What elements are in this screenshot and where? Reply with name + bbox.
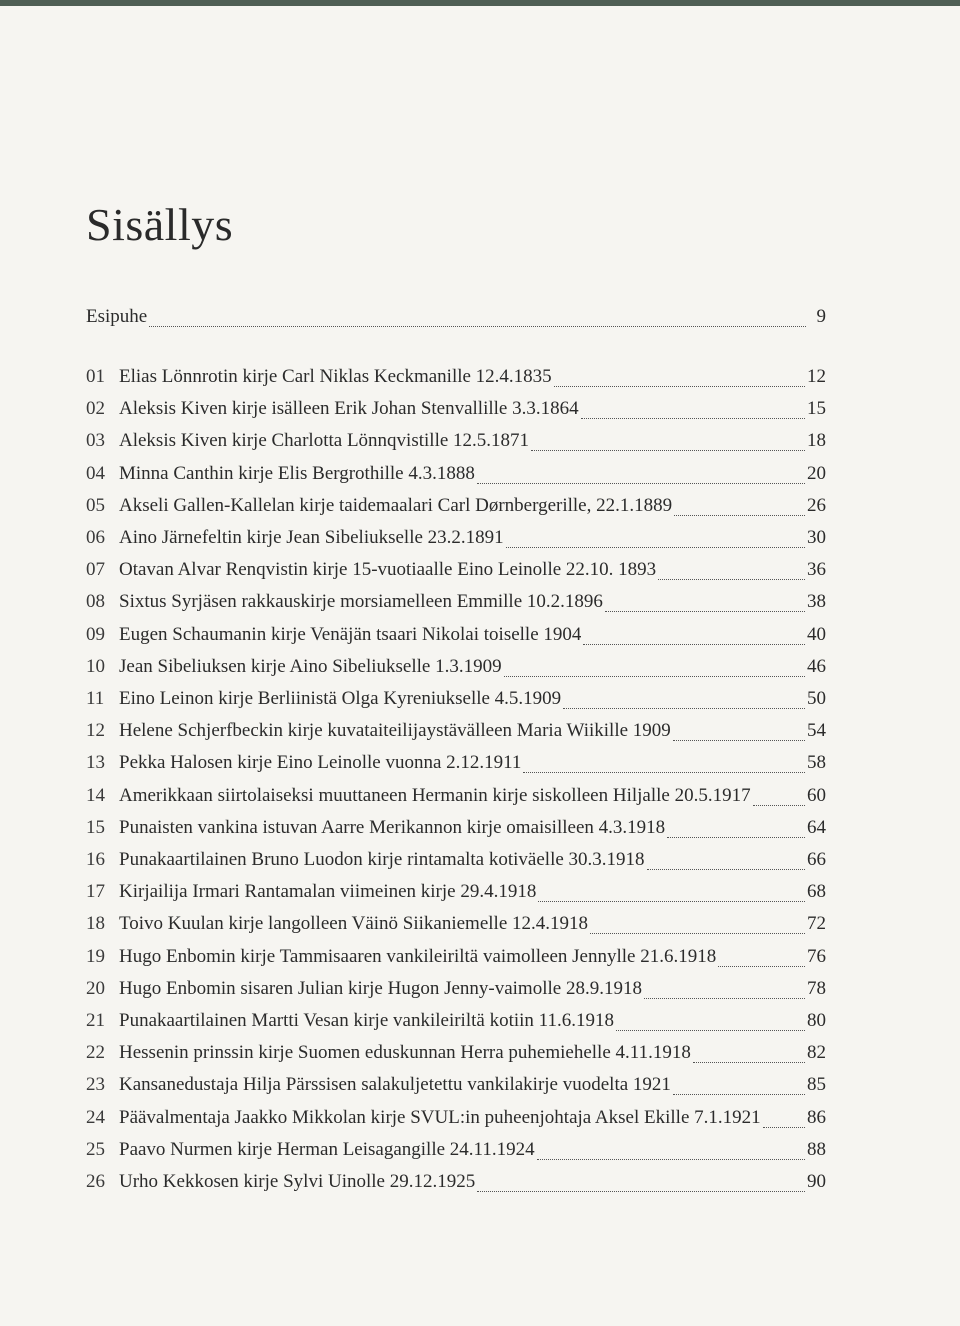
toc-entry-number: 14 [86,784,105,806]
dot-leader [554,385,805,387]
toc-preface-entry [86,306,826,336]
toc-entry [86,913,826,943]
toc-entry-title: Eino Leinon kirje Berliinistä Olga Kyreniukselle 4.5.1909 [119,688,562,709]
toc-entry-title: Kirjailija Irmari Rantamalan viimeinen kirje 29.4.1918 [119,881,537,903]
toc-entry-page: 54 [807,720,826,742]
toc-entry-title: Kansanedustaja Hilja Pärssisen salakuljetettu vankilakirje vuodelta 1921 [119,1074,671,1096]
toc-entry-page: 78 [807,977,826,999]
toc-entry-page: 12 [807,366,826,387]
toc-entry-page: 15 [807,398,826,420]
toc-entry-page: 26 [807,494,826,516]
toc-entry-page: 60 [807,784,826,806]
toc-entry-page: 46 [807,655,826,677]
dot-leader [693,1061,805,1063]
toc-entry [86,527,826,557]
toc-entry-number: 13 [86,752,105,774]
dot-leader [658,578,805,580]
toc-entry-title: Sixtus Syrjäsen rakkauskirje morsiamelleen Emmille 10.2.1896 [119,591,603,613]
toc-entry-number: 22 [86,1042,105,1064]
toc-entry-page: 88 [807,1138,826,1160]
toc-entry [86,366,826,396]
dot-leader [753,804,805,806]
toc-entry-title: Paavo Nurmen kirje Herman Leisagangille 24.11.1924 [119,1138,535,1160]
toc-entry-page: 40 [807,623,826,645]
dot-leader [763,1126,805,1128]
dot-leader [647,868,805,870]
dot-leader [538,900,805,902]
toc-entry-number: 07 [86,559,105,581]
toc-entry-title: Punakaartilainen Bruno Luodon kirje rintamalta kotiväelle 30.3.1918 [119,849,645,870]
toc-entry-title: Akseli Gallen-Kallelan kirje taidemaalari Carl Dørnbergerille, 22.1.1889 [119,494,673,516]
toc-entry-page: 90 [807,1171,826,1192]
dot-leader [506,546,805,548]
toc-entry-title: Urho Kekkosen kirje Sylvi Uinolle 29.12.1925 [119,1171,476,1192]
toc-entry-title: Jean Sibeliuksen kirje Aino Sibeliukselle 1.3.1909 [119,655,502,677]
toc-entry [86,463,826,493]
toc-entry [86,881,826,911]
toc-entry-number: 26 [86,1171,105,1192]
toc-entry-title: Amerikkaan siirtolaiseksi muuttaneen Hermanin kirje siskolleen Hiljalle 20.5.1917 [119,784,751,806]
toc-entry-title: Toivo Kuulan kirje langolleen Väinö Siikaniemelle 12.4.1918 [119,913,589,935]
book-page [0,6,960,1326]
dot-leader [590,932,805,934]
toc-entry-page: 68 [807,881,826,903]
toc-entry-number: 17 [86,881,105,903]
toc-preface-page: 9 [816,306,826,327]
toc-entry [86,688,826,718]
toc-entry-number: 18 [86,913,105,935]
toc-entry-title: Aleksis Kiven kirje isälleen Erik Johan Stenvallille 3.3.1864 [119,398,579,420]
toc-entry-page: 66 [807,849,826,870]
dot-leader [718,965,805,967]
toc-entry-number: 20 [86,977,105,999]
dot-leader [616,1029,805,1031]
dot-leader [674,514,805,516]
toc-entry-page: 36 [807,559,826,581]
toc-entry-number: 11 [86,688,105,709]
toc-entry [86,817,826,847]
toc-entry-page: 80 [807,1010,826,1031]
dot-leader [644,997,805,999]
dot-leader [531,449,805,451]
toc-entry [86,1042,826,1072]
toc-entry [86,978,826,1008]
toc-entry [86,1171,826,1201]
toc-entry-title: Punakaartilainen Martti Vesan kirje vankileiriltä kotiin 11.6.1918 [119,1010,614,1031]
toc-entry-number: 16 [86,849,105,870]
toc-entry [86,430,826,460]
toc-entry [86,398,826,428]
toc-entry-page: 50 [807,688,826,709]
dot-leader [667,836,805,838]
toc-entry-number: 21 [86,1010,105,1031]
toc-entry [86,591,826,621]
toc-entry-number: 12 [86,720,105,742]
toc-entry-title: Punaisten vankina istuvan Aarre Merikannon kirje omaisilleen 4.3.1918 [119,816,666,838]
toc-entry-page: 86 [807,1106,826,1128]
toc-entry-page: 64 [807,816,826,838]
toc-entry-page: 18 [807,430,826,452]
page-title: Sisällys [86,199,234,250]
dot-leader [581,417,805,419]
toc-entry-title: Minna Canthin kirje Elis Bergrothille 4.3.1888 [119,462,475,484]
toc-entry-number: 04 [86,462,105,484]
toc-preface-label: Esipuhe [86,306,148,327]
toc-entry-title: Päävalmentaja Jaakko Mikkolan kirje SVUL:in puheenjohtaja Aksel Ekille 7.1.1921 [119,1106,761,1128]
toc-entry-number: 23 [86,1074,105,1096]
toc-entry-number: 06 [86,527,105,548]
toc-entry-number: 10 [86,655,105,677]
toc-entry [86,1107,826,1137]
toc-entry-page: 76 [807,945,826,967]
dot-leader [673,739,805,741]
dot-leader [523,771,805,773]
toc-entry-number: 08 [86,591,105,613]
toc-entry [86,656,826,686]
toc-entry-page: 20 [807,462,826,484]
toc-entry [86,495,826,525]
toc-entry-number: 19 [86,945,105,967]
toc-entry-title: Eugen Schaumanin kirje Venäjän tsaari Nikolai toiselle 1904 [119,623,582,645]
toc-entry-page: 82 [807,1042,826,1064]
toc-entry-title: Hessenin prinssin kirje Suomen eduskunnan Herra puhemiehelle 4.11.1918 [119,1042,691,1064]
toc-entry-page: 30 [807,527,826,548]
toc-entry [86,720,826,750]
toc-entry-number: 09 [86,623,105,645]
toc-entry-number: 05 [86,494,105,516]
toc-entry-number: 01 [86,366,105,387]
toc-entry [86,752,826,782]
toc-entry-title: Hugo Enbomin sisaren Julian kirje Hugon Jenny-vaimolle 28.9.1918 [119,977,642,999]
toc-entry-number: 03 [86,430,105,452]
toc-entry-number: 25 [86,1138,105,1160]
toc-entry [86,624,826,654]
toc-entry [86,946,826,976]
toc-entry-number: 15 [86,816,105,838]
toc-entry [86,559,826,589]
toc-entry [86,785,826,815]
toc-entry [86,1074,826,1104]
dot-leader [504,675,805,677]
toc-entry-title: Pekka Halosen kirje Eino Leinolle vuonna 2.12.1911 [119,752,522,774]
dot-leader [605,610,805,612]
toc-entry-page: 58 [807,752,826,774]
toc-entry [86,849,826,879]
toc-entry [86,1010,826,1040]
toc-entry-number: 24 [86,1106,105,1128]
toc-entry-page: 85 [807,1074,826,1096]
dot-leader [537,1158,805,1160]
dot-leader [149,325,806,327]
dot-leader [477,1190,805,1192]
dot-leader [673,1093,805,1095]
toc-entry-title: Aino Järnefeltin kirje Jean Sibeliukselle 23.2.1891 [119,527,504,548]
dot-leader [477,482,805,484]
toc-entry-number: 02 [86,398,105,420]
toc-entry-title: Otavan Alvar Renqvistin kirje 15-vuotiaalle Eino Leinolle 22.10. 1893 [119,559,657,581]
toc-entry-title: Aleksis Kiven kirje Charlotta Lönnqvistille 12.5.1871 [119,430,530,452]
toc-entry-page: 38 [807,591,826,613]
toc-entry-page: 72 [807,913,826,935]
toc-entry-title: Hugo Enbomin kirje Tammisaaren vankileiriltä vaimolleen Jennylle 21.6.1918 [119,945,717,967]
toc-entry-title: Elias Lönnrotin kirje Carl Niklas Keckmanille 12.4.1835 [119,366,552,387]
toc-entry-title: Helene Schjerfbeckin kirje kuvataiteilijaystävälleen Maria Wiikille 1909 [119,720,671,742]
toc-entry [86,1139,826,1169]
dot-leader [583,643,805,645]
dot-leader [563,707,805,709]
